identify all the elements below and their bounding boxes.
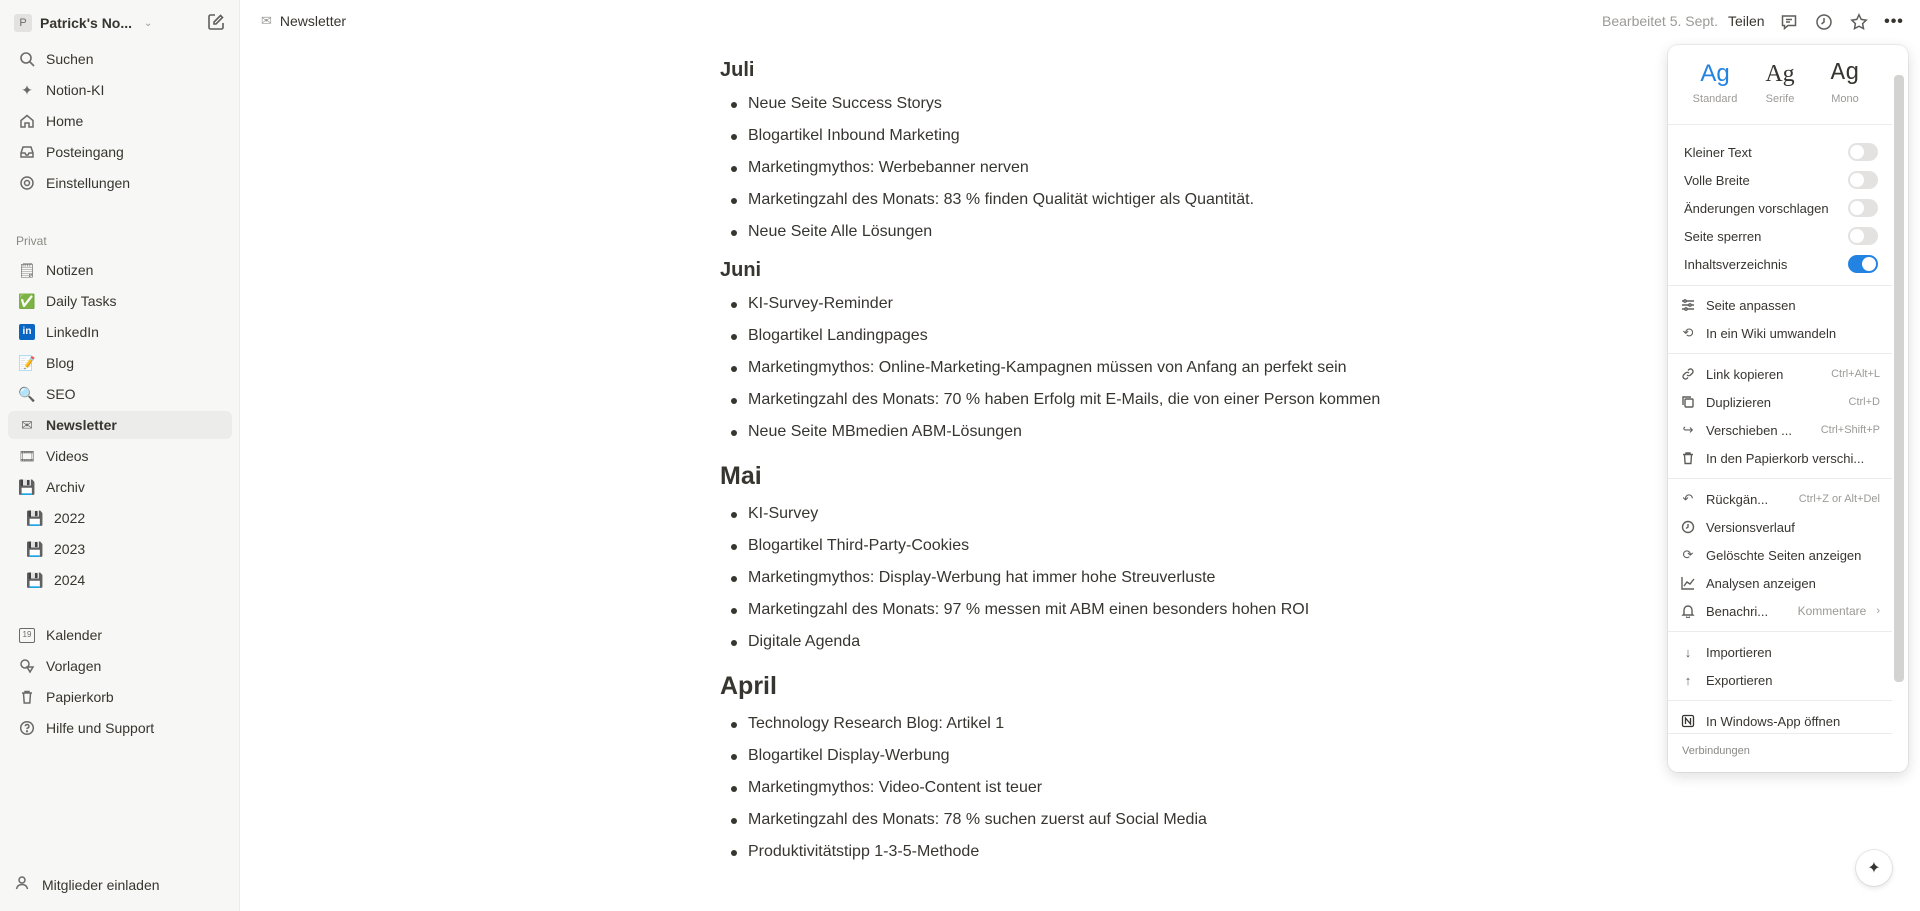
heading-april[interactable]: April [720,672,777,700]
list-item[interactable]: Marketingmythos: Werbebanner nerven [720,152,1420,184]
sidebar-page-linkedin[interactable] [8,318,232,346]
section-april [720,664,1420,868]
list-item[interactable]: Marketingmythos: Online-Marketing-Kampagnen müssen von Anfang an perfekt sein [720,352,1420,384]
sidebar-item-trash[interactable] [8,683,232,711]
sidebar-page-archiv-2024[interactable] [8,566,232,594]
sidebar-item-settings[interactable] [8,169,232,197]
sidebar-item-label: Archiv [46,479,85,495]
shortcut: Ctrl+D [1848,396,1880,408]
font-label: Standard [1692,93,1738,105]
duplicate-icon [1680,394,1696,410]
sidebar-item-label: Blog [46,355,75,371]
clock-icon [1815,13,1833,31]
section-label-private: Privat [16,234,47,248]
menu-item-show-deleted-pages[interactable] [1680,541,1880,569]
sidebar-page-notizen[interactable] [8,256,232,284]
convert-icon: ⟲ [1682,325,1694,340]
sidebar-item-label: Notion-KI [46,82,105,98]
sidebar-item-label: Einstellungen [46,175,131,191]
shapes-icon [18,657,36,675]
sidebar-item-label: 2024 [54,572,86,588]
list-item[interactable]: Marketingmythos: Display-Werbung hat immer hohe Streuverluste [720,562,1420,594]
workspace-name: Patrick's No... [40,15,133,31]
comments-button[interactable] [1779,12,1799,32]
connections-section-label: Verbindungen [1682,745,1750,757]
menu-item-label: Rückgän... [1706,491,1769,507]
sidebar-item-label: Notizen [46,262,94,278]
notion-ai-button[interactable] [1856,850,1892,886]
font-option-standard[interactable] [1680,57,1750,105]
page-options-menu [1668,45,1908,772]
new-page-button[interactable] [206,12,226,32]
menu-item-duplicate[interactable] [1680,388,1880,416]
sidebar-item-label: LinkedIn [46,324,99,340]
sidebar-item-label: Home [46,113,84,129]
toggle-table-of-contents[interactable] [1684,250,1878,278]
magnifier-icon: 🔍 [18,385,36,402]
sidebar-page-newsletter[interactable] [8,411,232,439]
favorite-button[interactable] [1849,12,1869,32]
font-label: Mono [1831,93,1859,105]
toggle-full-width[interactable] [1684,166,1878,194]
last-edited: Bearbeitet 5. Sept. [1602,13,1718,29]
sidebar-page-videos[interactable] [8,442,232,470]
toggle-lock-page[interactable] [1684,222,1878,250]
sidebar-item-label: SEO [46,386,76,402]
sparkle-icon: ✦ [21,81,33,98]
restore-icon: ⟳ [1682,547,1694,562]
notion-app-icon [1680,713,1696,729]
font-glyph: Ag [1830,60,1860,87]
toggle-label: Seite sperren [1684,228,1762,244]
sidebar-item-label: Kalender [46,627,103,643]
calendar-date: 19 [19,628,35,643]
sidebar-item-calendar[interactable] [8,621,232,649]
share-button[interactable]: Teilen [1728,13,1765,29]
list-item[interactable]: Technology Research Blog: Artikel 1 [720,708,1420,740]
sparkle-icon: ✦ [1867,860,1881,877]
sidebar-item-templates[interactable] [8,652,232,680]
menu-item-label: In Windows-App öffnen [1706,713,1841,729]
sidebar-page-seo[interactable] [8,380,232,408]
list-item[interactable]: Marketingzahl des Monats: 97 % messen mit ABM einen besonders hohen ROI [720,594,1420,626]
breadcrumb-page-title: Newsletter [279,13,347,29]
star-icon [1850,13,1868,31]
bullet-list [720,498,1420,658]
invite-label: Mitglieder einladen [42,876,160,893]
floppy-disk-icon: 💾 [26,571,44,588]
sidebar-item-inbox[interactable] [8,138,232,166]
heading-mai[interactable]: Mai [720,462,762,490]
sidebar-page-archiv-2022[interactable] [8,504,232,532]
compose-icon [206,12,226,32]
list-item[interactable]: KI-Survey-Reminder [720,288,1420,320]
list-item[interactable]: Produktivitätstipp 1-3-5-Methode [720,836,1420,868]
font-selector [1668,57,1890,117]
breadcrumb[interactable] [261,13,346,29]
chevron-down-icon: ⌄ [144,17,153,29]
arrow-up-icon: ↑ [1684,672,1692,688]
menu-item-show-analytics[interactable] [1680,569,1880,597]
sidebar-item-label: Newsletter [46,417,117,433]
menu-item-label: Analysen anzeigen [1706,575,1816,591]
trash-icon [1680,450,1696,466]
menu-item-label: Benachri... [1706,603,1769,619]
menu-item-label: Seite anpassen [1706,297,1796,313]
list-item[interactable]: Blogartikel Inbound Marketing [720,120,1420,152]
divider [1668,285,1892,286]
more-options-button[interactable] [1884,12,1904,32]
bullet-list [720,88,1420,248]
sidebar-item-label: Posteingang [46,144,124,160]
film-icon: 🎞 [18,447,36,464]
sidebar [0,0,240,911]
font-option-serif[interactable] [1745,57,1815,105]
workspace-avatar: P [14,14,32,32]
toggle-switch[interactable] [1848,171,1878,189]
gear-icon [18,174,36,192]
menu-item-version-history[interactable] [1680,513,1880,541]
menu-item-label: Exportieren [1706,672,1773,688]
arrow-turn-right-icon: ↪ [1682,422,1694,437]
floppy-disk-icon: 💾 [26,509,44,526]
sliders-icon [1680,297,1696,313]
menu-item-export[interactable] [1680,666,1880,694]
shortcut: Ctrl+Alt+L [1831,368,1880,380]
sidebar-item-label: 2022 [54,510,86,526]
sidebar-page-archiv-2023[interactable] [8,535,232,563]
list-item[interactable]: Blogartikel Display-Werbung [720,740,1420,772]
menu-item-label: Gelöschte Seiten anzeigen [1706,547,1862,563]
sidebar-item-home[interactable] [8,107,232,135]
sidebar-item-label: Daily Tasks [46,293,117,309]
toggle-switch[interactable] [1848,227,1878,245]
menu-item-label: Versionsverlauf [1706,519,1795,535]
sidebar-item-label: 2023 [54,541,86,557]
divider [1668,631,1892,632]
list-item[interactable]: Neue Seite Success Storys [720,88,1420,120]
font-option-mono[interactable] [1810,57,1880,105]
floppy-disk-icon: 💾 [18,478,36,495]
menu-item-copy-link[interactable] [1680,360,1880,388]
help-icon [18,719,36,737]
arrow-down-icon: ↓ [1684,644,1692,660]
envelope-icon: ✉ [261,13,272,28]
toggle-suggest-edits[interactable] [1684,194,1878,222]
link-icon [1680,366,1696,382]
section-juli [720,52,1420,248]
bell-icon [1680,603,1696,619]
shortcut: Ctrl+Shift+P [1820,424,1880,436]
list-item[interactable]: Blogartikel Landingpages [720,320,1420,352]
toggle-label: Inhaltsverzeichnis [1684,256,1788,272]
home-icon [18,112,36,130]
menu-item-label: Importieren [1706,644,1772,660]
menu-item-label: Verschieben ... [1706,422,1792,438]
calendar-icon [18,626,36,644]
search-icon [18,50,36,68]
divider [1668,478,1892,479]
section-mai [720,454,1420,658]
shortcut: Ctrl+Z or Alt+Del [1798,493,1880,505]
sidebar-item-label: Papierkorb [46,689,114,705]
font-glyph: Ag [1700,60,1730,87]
inbox-icon [18,143,36,161]
heading-juli[interactable]: Juli [720,59,755,81]
sidebar-item-label: Videos [46,448,89,464]
toggle-small-text[interactable] [1684,138,1878,166]
sidebar-page-daily-tasks[interactable] [8,287,232,315]
toggle-label: Volle Breite [1684,172,1750,188]
divider [1668,733,1892,734]
toggle-switch[interactable] [1848,199,1878,217]
sidebar-item-label: Vorlagen [46,658,102,674]
linkedin-icon [18,323,36,341]
chevron-right-icon: › [1876,605,1880,617]
list-item[interactable]: Marketingzahl des Monats: 70 % haben Erfolg mit E-Mails, die von einer Person kommen [720,384,1420,416]
invite-members-button[interactable] [14,874,160,895]
divider [1668,353,1892,354]
notifications-value: Kommentare [1797,604,1867,618]
sidebar-item-label: Hilfe und Support [46,720,155,736]
font-glyph: Ag [1765,61,1795,87]
menu-item-customize-page[interactable] [1680,291,1880,319]
menu-item-label: Duplizieren [1706,394,1772,410]
undo-icon: ↶ [1682,491,1694,506]
menu-item-move-to-trash[interactable] [1680,444,1880,472]
divider [1668,124,1892,125]
divider [1668,700,1892,701]
comment-icon [1780,13,1798,31]
menu-item-notifications[interactable] [1680,597,1880,625]
trash-icon [18,688,36,706]
floppy-disk-icon: 💾 [26,540,44,557]
heading-juni[interactable]: Juni [720,259,762,281]
list-item[interactable]: Marketingzahl des Monats: 83 % finden Qualität wichtiger als Quantität. [720,184,1420,216]
envelope-icon: ✉ [21,416,33,433]
menu-item-turn-into-wiki[interactable] [1680,319,1880,347]
list-item[interactable]: Marketingzahl des Monats: 78 % suchen zuerst auf Social Media [720,804,1420,836]
menu-item-label: Link kopieren [1706,366,1784,382]
sidebar-item-search[interactable] [8,45,232,73]
sidebar-item-label: Suchen [46,51,94,67]
checkmark-icon: ✅ [18,292,36,309]
list-item[interactable]: Digitale Agenda [720,626,1420,658]
menu-scrollbar-thumb[interactable] [1894,75,1904,682]
sidebar-item-notion-ai[interactable] [8,76,232,104]
linkedin-logo: in [19,324,35,340]
history-button[interactable] [1814,12,1834,32]
sidebar-item-help[interactable] [8,714,232,742]
menu-item-undo[interactable] [1680,485,1880,513]
list-item[interactable]: Blogartikel Third-Party-Cookies [720,530,1420,562]
menu-item-label: In ein Wiki umwandeln [1706,325,1837,341]
menu-item-move[interactable] [1680,416,1880,444]
workspace-switcher[interactable] [14,12,152,34]
clock-icon [1680,519,1696,535]
add-user-icon [14,874,32,895]
toggle-switch[interactable] [1848,143,1878,161]
menu-item-label: In den Papierkorb verschi... [1706,450,1865,466]
sidebar-page-blog[interactable] [8,349,232,377]
toggle-label: Kleiner Text [1684,144,1752,160]
font-label: Serife [1765,93,1795,105]
section-juni [720,252,1420,448]
list-item[interactable]: KI-Survey [720,498,1420,530]
list-item[interactable]: Neue Seite Alle Lösungen [720,216,1420,248]
menu-item-import[interactable] [1680,638,1880,666]
toggle-label: Änderungen vorschlagen [1684,200,1829,216]
notepad-icon: 🗒 [18,261,36,278]
sidebar-page-archiv[interactable] [8,473,232,501]
bullet-list [720,288,1420,448]
page-content [720,52,1420,872]
ellipsis-icon: ••• [1884,13,1904,30]
list-item[interactable]: Neue Seite MBmedien ABM-Lösungen [720,416,1420,448]
menu-item-open-in-windows-app[interactable] [1680,707,1880,735]
line-chart-icon [1680,575,1696,591]
toggle-switch[interactable] [1848,255,1878,273]
memo-icon: 📝 [18,354,36,371]
bullet-list [720,708,1420,868]
list-item[interactable]: Marketingmythos: Video-Content ist teuer [720,772,1420,804]
